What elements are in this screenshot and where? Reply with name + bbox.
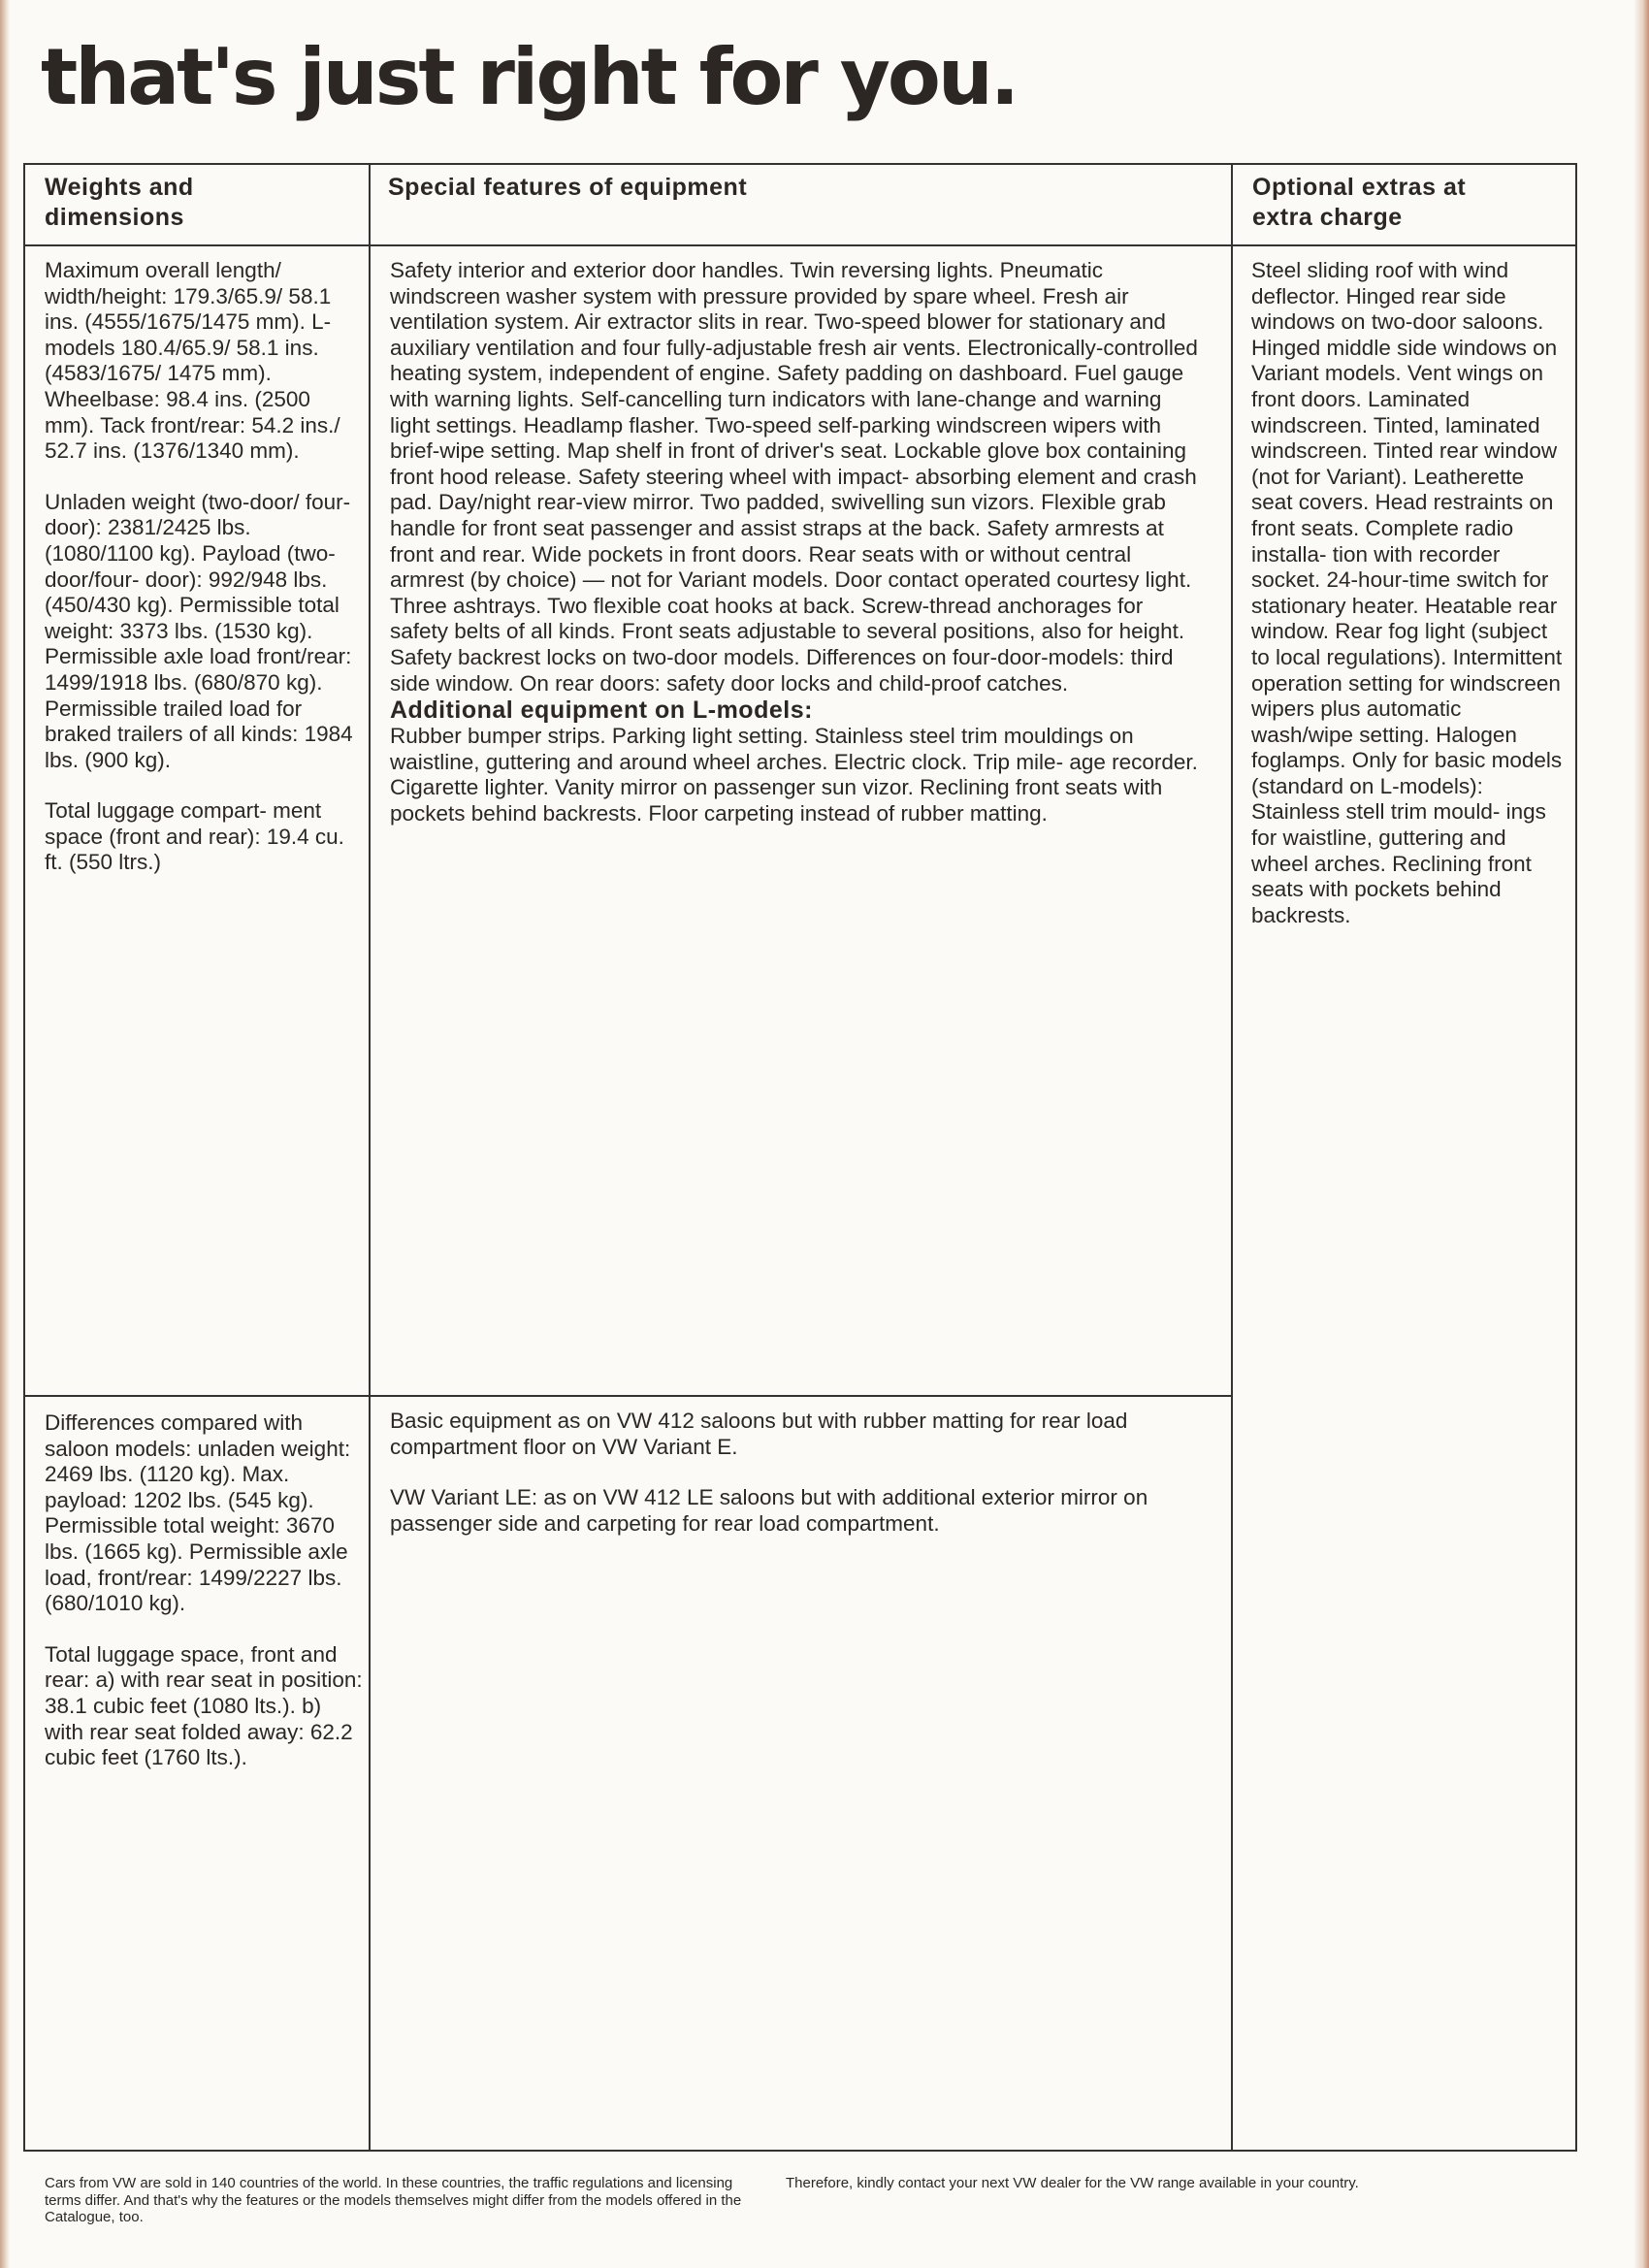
variant-weights-text: Differences compared with saloon models: unladen weight: 2469 lbs. (1120 kg). Max. payload: 1202 lbs. (545 kg). Permissible total weight: 3670 lbs. (1665 kg). Permissible axle load, front/rear: 1499/2227 lbs. (680/1010 kg). bbox=[45, 1410, 351, 1616]
variant-basic-text: Basic equipment as on VW 412 saloons but with rubber matting for rear load compartment floor on VW Variant E. bbox=[390, 1409, 1128, 1459]
saloon-dimensions-text: Maximum overall length/ width/height: 179.3/65.9/ 58.1 ins. (4555/1675/1475 mm). L-models 180.4/65.9/ 58.1 ins. (4583/1675/ 1475 mm). Wheelbase: 98.4 ins. (2500 mm). Tack front/rear: 54.2 ins./ 52.7 ins. (1376/1340 mm). bbox=[45, 258, 340, 464]
column-header-optional: Optional extras at extra charge bbox=[1252, 174, 1467, 231]
saloon-weights-dimensions bbox=[45, 258, 363, 876]
optional-extras-text: Steel sliding roof with wind deflector. Hinged rear side windows on two-door saloons. Hinged middle side windows on Variant models. Vent wings on front doors. Laminated windscreen. Tinted, laminated windscreen. Tinted rear window (not for Variant). Leatherette seat covers. Head restraints on front seats. Complete radio installa- tion with recorder socket. 24-hour-time switch for stationary heater. Heatable rear window. Rear fog light (subject to local regulations). Intermittent operation setting for windscreen wipers plus automatic wash/wipe setting. Halogen foglamps. Only for basic models (standard on L-models): Stainless stell trim mould- ings for waistline, guttering and wheel arches. Reclining front seats with pockets behind backrests. bbox=[1251, 258, 1563, 927]
column-divider-1 bbox=[369, 163, 371, 2152]
header-divider bbox=[23, 244, 1577, 246]
page-headline: that's just right for you. bbox=[41, 32, 1018, 122]
saloon-special-features bbox=[390, 258, 1203, 826]
page-edge-left bbox=[0, 0, 10, 2268]
l-models-features-text: Rubber bumper strips. Parking light setting. Stainless steel trim mouldings on waistline, guttering and around wheel arches. Electric clock. Trip mile- age recorder. Cigarette lighter. Vanity mirror on passenger sun vizor. Reclining front seats with pockets behind backrests. Floor carpeting instead of rubber matting. bbox=[390, 724, 1198, 826]
optional-extras bbox=[1251, 258, 1568, 928]
saloon-features-text: Safety interior and exterior door handles. Twin reversing lights. Pneumatic windscreen washer system with pressure provided by spare wheel. Fresh air ventilation system. Air extractor slits in rear. Two-speed blower for stationary and auxiliary ventilation and four fully-adjustable fresh air vents. Electronically-controlled heating system, independent of engine. Safety padding on dashboard. Fuel gauge with warning lights. Self-cancelling turn indicators with lane-change and warning light settings. Headlamp flasher. Two-speed self-parking windscreen wipers with brief-wipe setting. Map shelf in front of driver's seat. Lockable glove box containing front hood release. Safety steering wheel with impact- absorbing element and crash pad. Day/night rear-view mirror. Two padded, swivelling sun vizors. Flexible grab handle for front seat passenger and assist straps at the back. Safety armrests at front and rear. Wide pockets in front doors. Rear seats with or without central armrest (by choice) — not for Variant models. Door contact operated courtesy light. Three ashtrays. Two flexible coat hooks at back. Screw-thread anchorages for safety belts of all kinds. Front seats adjustable to several positions, also for height. Safety backrest locks on two-door models. Differences on four-door-models: third side window. On rear doors: safety door locks and child-proof catches. bbox=[390, 258, 1198, 696]
variant-weights-dimensions bbox=[45, 1410, 363, 1771]
column-header-features: Special features of equipment bbox=[388, 174, 748, 201]
saloon-luggage-text: Total luggage compart- ment space (front and rear): 19.4 cu. ft. (550 ltrs.) bbox=[45, 798, 344, 875]
variant-section-divider bbox=[23, 1395, 1233, 1397]
variant-special-features bbox=[390, 1409, 1203, 1537]
footnote-left: Cars from VW are sold in 140 countries of the world. In these countries, the traffic regulations and licensing terms differ. And that's why the features or the models themselves might differ from the models offered in the Catalogue, too. bbox=[45, 2175, 742, 2225]
saloon-weights-text: Unladen weight (two-door/ four-door): 2381/2425 lbs. (1080/1100 kg). Payload (two-door/four- door): 992/948 lbs. (450/430 kg). Permissible total weight: 3373 lbs. (1530 kg). Permissible axle load front/rear: 1499/1918 lbs. (680/870 kg). Permissible trailed load for braked trailers of all kinds: 1984 lbs. (900 kg). bbox=[45, 489, 353, 772]
page-edge-right bbox=[1633, 0, 1649, 2268]
column-header-weights: Weights and dimensions bbox=[45, 174, 194, 231]
variant-le-text: VW Variant LE: as on VW 412 LE saloons but with additional exterior mirror on passenger side and carpeting for rear load compartment. bbox=[390, 1485, 1148, 1536]
variant-luggage-text: Total luggage space, front and rear: a) with rear seat in position: 38.1 cubic feet (1080 lts.). b) with rear seat folded away: 62.2 cubic feet (1760 lts.). bbox=[45, 1641, 363, 1770]
column-divider-2 bbox=[1231, 163, 1233, 2152]
footnote-right: Therefore, kindly contact your next VW dealer for the VW range available in your country. bbox=[786, 2175, 1359, 2191]
l-models-heading: Additional equipment on L-models: bbox=[390, 697, 813, 725]
